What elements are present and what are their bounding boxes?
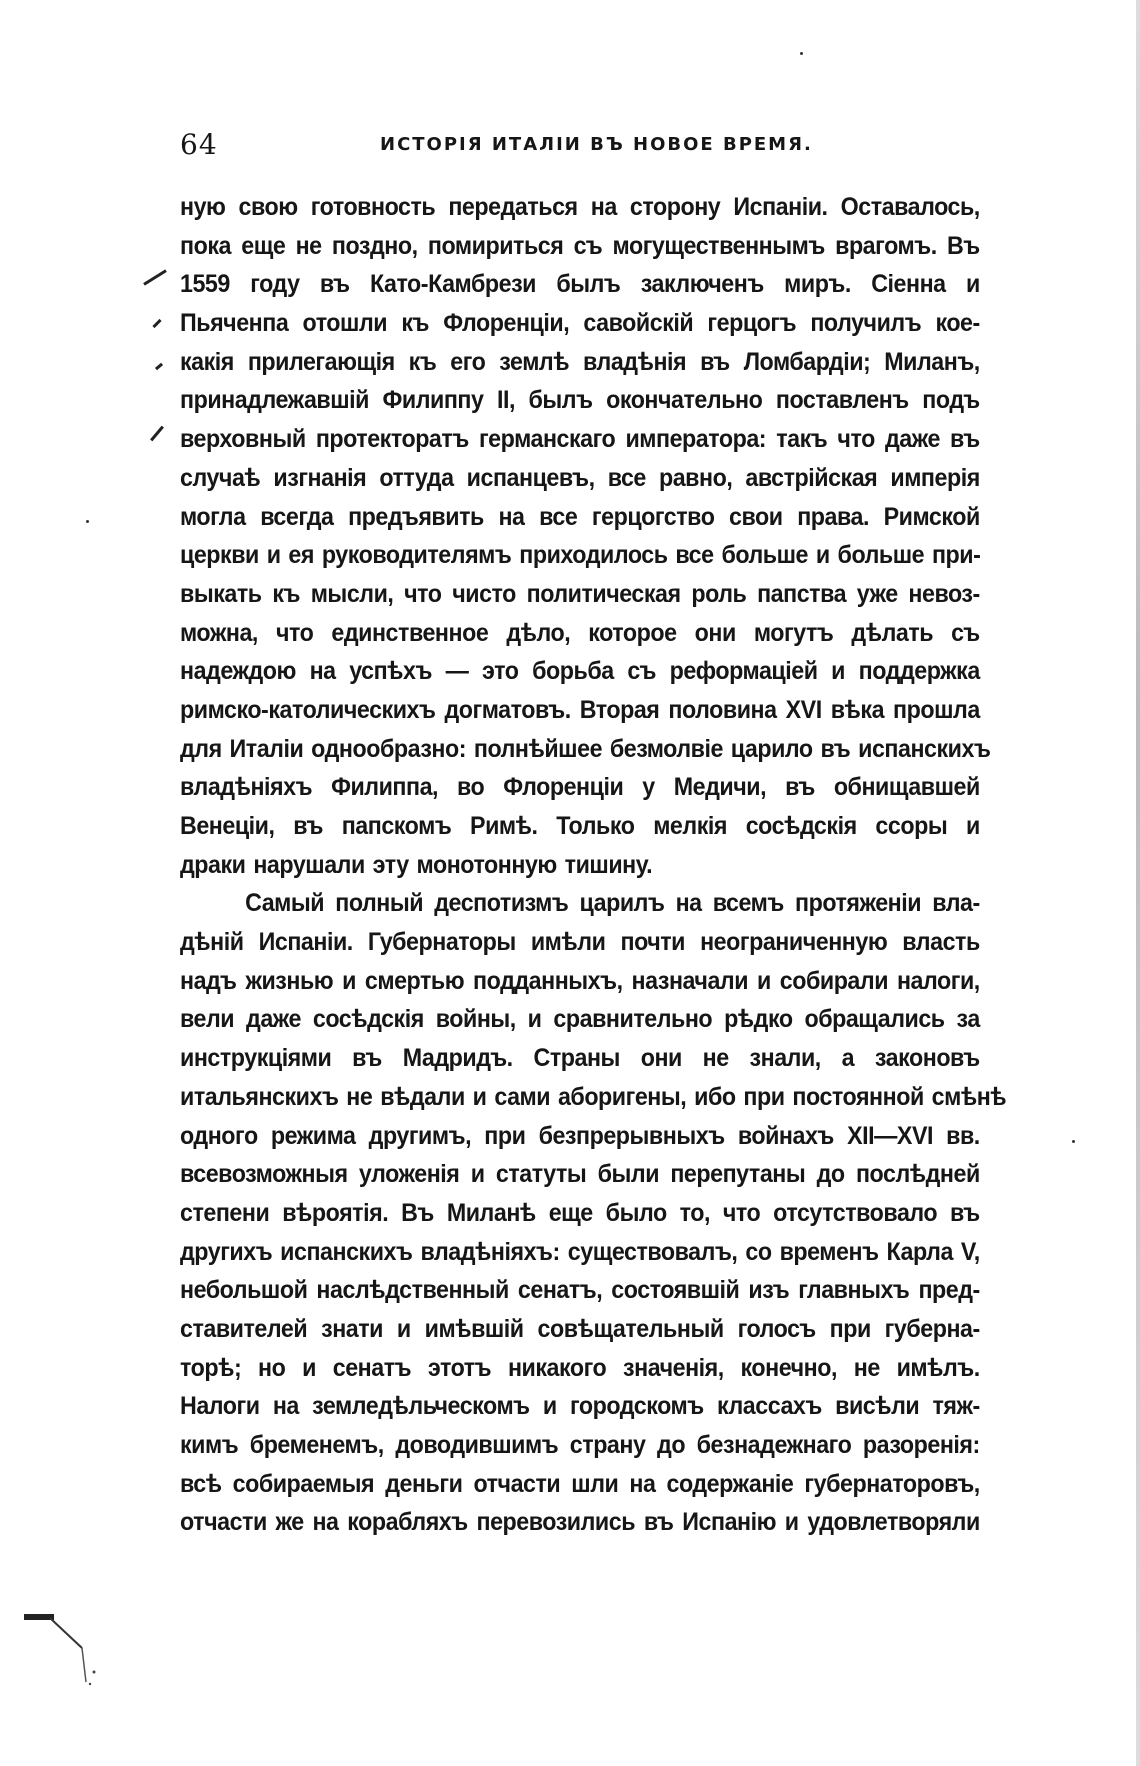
text-line: торѣ; но и сенатъ этотъ никакого значенія, конечно, не имѣлъ. — [180, 1353, 980, 1382]
text-line: ставителей знати и имѣвшій совѣщательный голосъ при губерна- — [180, 1314, 980, 1343]
text-line: выкать къ мысли, что чисто политическая роль папства уже невоз- — [180, 579, 980, 608]
text-line: могла всегда предъявить на все герцогство свои права. Римской — [180, 502, 980, 531]
margin-speck — [800, 52, 803, 55]
text-line: всевозможныя уложенія и статуты были перепутаны до послѣдней — [180, 1160, 980, 1189]
text-line: владѣніяхъ Филиппа, во Флоренціи у Медичи, въ обнищавшей — [180, 773, 980, 802]
text-line: кимъ бременемъ, доводившимъ страну до безнадежнаго разоренія: — [180, 1431, 980, 1459]
text-line: для Италіи однообразно: полнѣйшее безмолвіе царило въ испанскихъ — [180, 734, 991, 763]
text-line: одного режима другимъ, при безпрерывныхъ войнахъ XII—XVI вв. — [180, 1121, 980, 1150]
text-line: вели даже сосѣдскія войны, и сравнительно рѣдко обращались за — [180, 1005, 980, 1034]
margin-pencil-mark — [155, 363, 163, 370]
text-line: ную свою готовность передаться на сторону Испаніи. Оставалось, — [180, 193, 980, 221]
text-line: случаѣ изгнанія оттуда испанцевъ, все равно, австрійская имперія — [180, 463, 980, 492]
text-line: можна, что единственное дѣло, которое они могутъ дѣлать съ — [180, 618, 980, 647]
running-title: ИСТОРІЯ ИТАЛІИ ВЪ НОВОЕ ВРЕМЯ. — [380, 134, 813, 155]
text-line: верховный протекторатъ германскаго императора: такъ что даже въ — [180, 425, 980, 454]
text-line: Налоги на земледѣльческомъ и городскомъ классахъ висѣли тяж- — [180, 1392, 980, 1421]
text-line: другихъ испанскихъ владѣніяхъ: существовалъ, со временъ Карла V, — [180, 1237, 980, 1266]
text-line: итальянскихъ не вѣдали и сами аборигены, ибо при постоянной смѣнѣ — [180, 1082, 1007, 1111]
text-line: отчасти же на корабляхъ перевозились въ Испанію и удовлетворяли — [180, 1508, 980, 1537]
body-text — [180, 188, 1007, 1542]
text-line: драки нарушали эту монотонную тишину. — [180, 850, 653, 879]
text-line: степени вѣроятія. Въ Миланѣ еще было то, что отсутствовало въ — [180, 1198, 980, 1227]
text-line: какія прилегающія къ его землѣ владѣнія въ Ломбардіи; Миланъ, — [180, 347, 980, 376]
corner-ink-smudge — [20, 1612, 100, 1692]
text-line: надъ жизнью и смертью подданныхъ, назначали и собирали налоги, — [180, 966, 980, 995]
text-line: принадлежавшій Филиппу II, былъ окончательно поставленъ подъ — [180, 386, 980, 415]
margin-speck — [1072, 1140, 1075, 1143]
text-line: инструкціями въ Мадридъ. Страны они не знали, а законовъ — [180, 1044, 980, 1073]
text-line: всѣ собираемыя деньги отчасти шли на содержаніе губернаторовъ, — [180, 1469, 980, 1498]
text-line: Самый полный деспотизмъ царилъ на всемъ протяженіи вла- — [245, 889, 980, 918]
margin-pencil-mark — [152, 319, 161, 328]
text-line: пока еще не поздно, помириться съ могущественнымъ врагомъ. Въ — [180, 231, 980, 260]
text-line: Венеціи, въ папскомъ Римѣ. Только мелкія сосѣдскія ссоры и — [180, 812, 980, 840]
text-line: надеждою на успѣхъ — это борьба съ реформаціей и поддержка — [180, 657, 980, 686]
margin-pencil-mark — [143, 269, 167, 285]
text-line: церкви и ея руководителямъ приходилось все больше и больше при- — [180, 541, 981, 570]
text-line: дѣній Испаніи. Губернаторы имѣли почти неограниченную власть — [180, 928, 980, 957]
margin-pencil-mark — [150, 426, 164, 442]
paragraph-1 — [180, 188, 991, 884]
text-line: Пьяченпа отошли къ Флоренціи, савойскій герцогъ получилъ кое- — [180, 309, 980, 338]
margin-speck — [86, 520, 89, 523]
paragraph-2 — [180, 884, 1007, 1542]
text-line: небольшой наслѣдственный сенатъ, состоявшій изъ главныхъ пред- — [180, 1276, 980, 1305]
text-line: 1559 году въ Като-Камбрези былъ заключенъ миръ. Сіенна и — [180, 270, 980, 299]
text-line: римско-католическихъ догматовъ. Вторая половина XVI вѣка прошла — [180, 695, 980, 724]
page-edge-shadow — [1136, 0, 1140, 1766]
page-number: 64 — [180, 128, 218, 161]
page-header — [180, 128, 980, 168]
